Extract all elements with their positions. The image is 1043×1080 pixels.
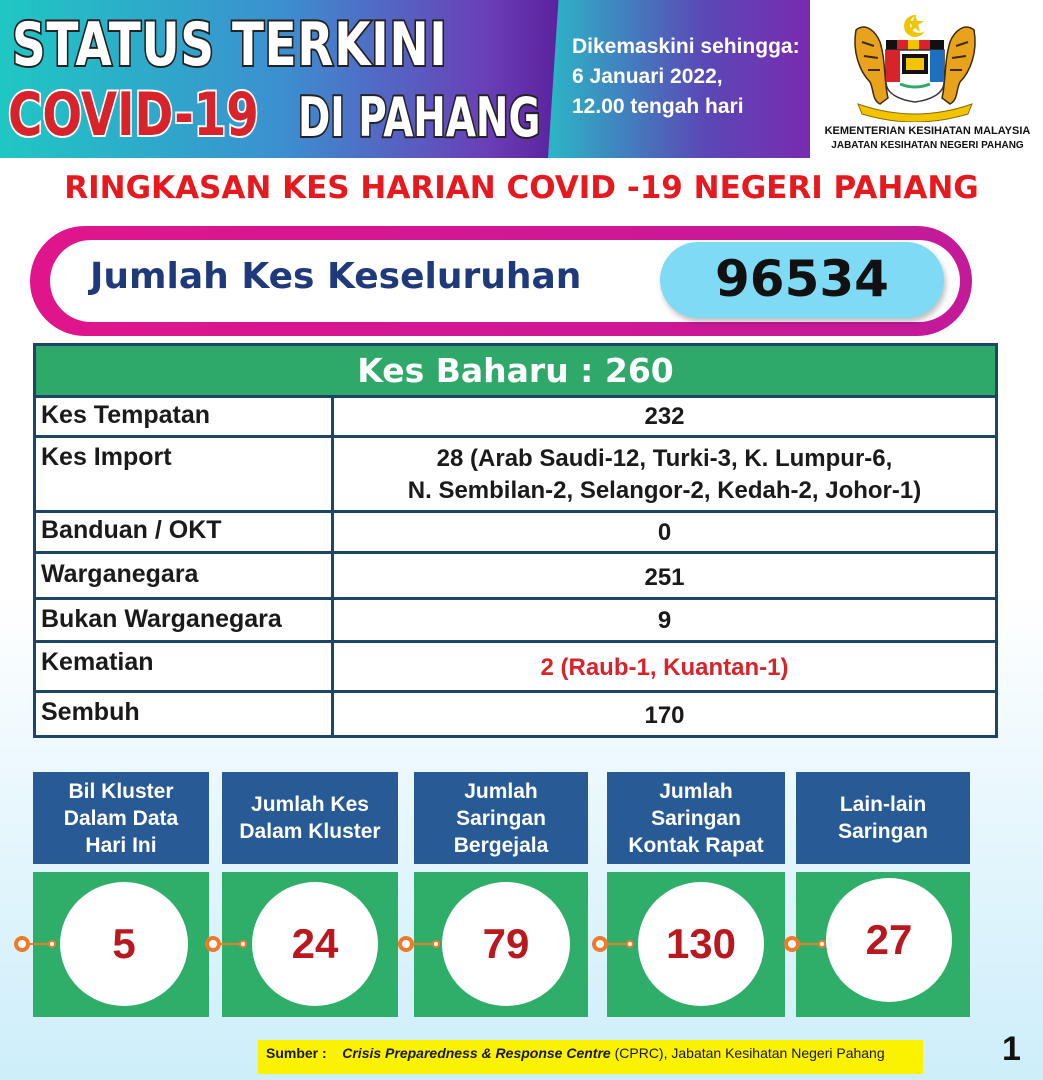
table-row-label: Banduan / OKT [41, 516, 222, 544]
total-cases-value: 96534 [715, 250, 889, 308]
source-label: Sumber : [266, 1045, 327, 1061]
stat-header [796, 772, 970, 864]
source-rest: (CPRC), Jabatan Kesihatan Negeri Pahang [614, 1045, 885, 1061]
table-divider [36, 551, 995, 554]
table-row-value: 0 [657, 519, 672, 546]
table-divider [36, 395, 995, 398]
connector-pin-icon [396, 934, 440, 954]
stat-label: Jumlah Kes Dalam Kluster [239, 793, 381, 843]
update-time: 12.00 tengah hari [572, 95, 744, 118]
table-row-label: Warganegara [41, 560, 199, 588]
new-cases-title: Kes Baharu : 260 [36, 346, 995, 395]
update-label: Dikemaskini sehingga: [572, 35, 800, 58]
stat-value: 5 [60, 882, 188, 1006]
stat-value: 24 [252, 882, 378, 1006]
title-location: DI PAHANG [298, 86, 541, 149]
table-row-label: Kes Tempatan [41, 401, 211, 429]
table-row-label: Sembuh [41, 698, 140, 726]
table-row-value: 251 [644, 564, 685, 591]
stat-label: Bil Kluster Dalam Data Hari Ini [63, 779, 179, 857]
table-divider [36, 690, 995, 693]
department-name: JABATAN KESIHATAN NEGERI PAHANG [831, 140, 1024, 151]
title-covid: COVID-19 [8, 80, 259, 150]
connector-pin-icon [203, 934, 247, 954]
update-info [572, 32, 807, 122]
stat-header [222, 772, 398, 864]
table-row-label: Kes Import [41, 443, 172, 471]
title-line1: STATUS TERKINI [12, 10, 448, 80]
table-row-value: 232 [644, 403, 685, 430]
source-note [258, 1040, 923, 1074]
table-divider [36, 510, 995, 513]
page-number: 1 [1002, 1030, 1021, 1068]
stat-value: 79 [442, 882, 570, 1006]
stat-label: Lain-lain Saringan [838, 793, 928, 843]
stat-value: 27 [826, 878, 952, 1002]
connector-pin-icon [590, 934, 634, 954]
connector-pin-icon [12, 934, 56, 954]
total-cases-label: Jumlah Kes Keseluruhan [90, 256, 582, 297]
page-headline: RINGKASAN KES HARIAN COVID -19 NEGERI PAHANG [64, 170, 979, 206]
connector-pin-icon [782, 934, 826, 954]
table-row-label: Kematian [41, 648, 154, 676]
ministry-name: KEMENTERIAN KESIHATAN MALAYSIA [824, 125, 1031, 137]
source-org: Crisis Preparedness & Response Centre [342, 1045, 611, 1061]
table-row-value: 170 [644, 702, 685, 729]
table-row-value: 28 (Arab Saudi-12, Turki-3, K. Lumpur-6, [436, 445, 893, 472]
stat-value: 130 [638, 882, 764, 1006]
table-divider [36, 597, 995, 600]
stat-label: Jumlah Saringan Kontak Rapat [628, 779, 764, 857]
table-divider [36, 435, 995, 438]
stat-label: Jumlah Saringan Bergejala [453, 779, 549, 857]
update-date: 6 Januari 2022, [572, 65, 723, 88]
table-row-label: Bukan Warganegara [41, 605, 282, 633]
coat-of-arms-logo [850, 12, 980, 122]
stat-header [414, 772, 588, 864]
stat-header [607, 772, 785, 864]
table-row-value: 9 [657, 607, 672, 634]
table-row-value-cont: N. Sembilan-2, Selangor-2, Kedah-2, Johor-1) [407, 477, 922, 504]
stat-header [33, 772, 209, 864]
table-row-value-deaths: 2 (Raub-1, Kuantan-1) [540, 654, 789, 681]
table-divider [36, 640, 995, 643]
